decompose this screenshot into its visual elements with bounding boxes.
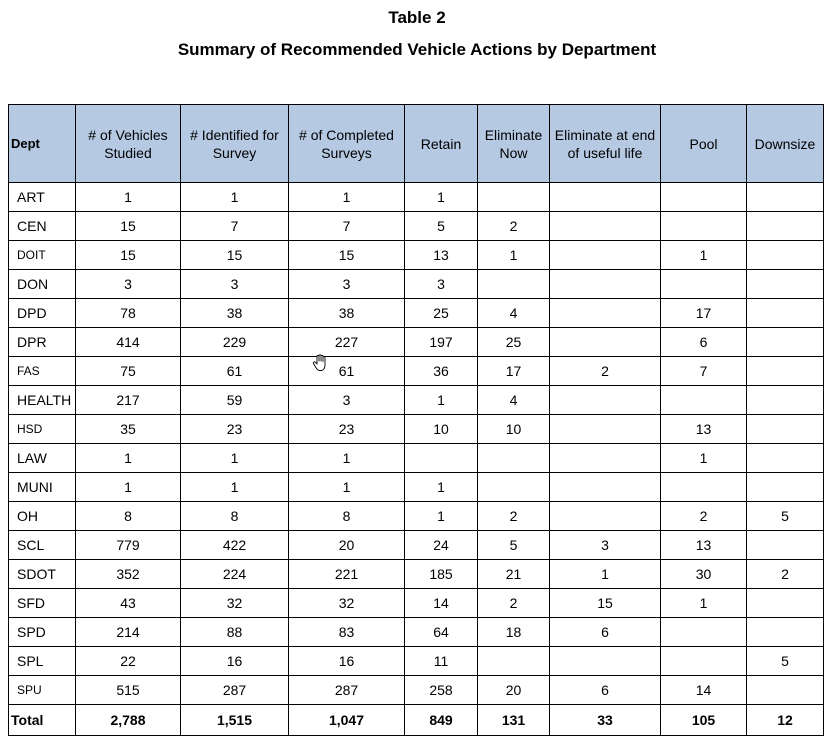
eliminate-now-cell: 20 [478,676,550,705]
completed-cell: 23 [289,415,405,444]
identified-cell: 1 [181,473,289,502]
column-header-pool: Pool [661,105,747,183]
dept-cell: FAS [9,357,76,386]
eliminate-end-cell [550,299,661,328]
completed-cell: 7 [289,212,405,241]
pool-cell: 1 [661,589,747,618]
total-studied: 2,788 [76,705,181,736]
eliminate-now-cell [478,444,550,473]
eliminate-end-cell [550,415,661,444]
eliminate-now-cell: 4 [478,299,550,328]
retain-cell: 13 [405,241,478,270]
completed-cell: 61 [289,357,405,386]
pool-cell: 30 [661,560,747,589]
dept-cell: SPU [9,676,76,705]
identified-cell: 15 [181,241,289,270]
table-row [9,357,824,386]
total-row [9,705,824,736]
eliminate-now-cell: 2 [478,212,550,241]
retain-cell: 25 [405,299,478,328]
eliminate-now-cell: 21 [478,560,550,589]
eliminate-now-cell: 17 [478,357,550,386]
eliminate-end-cell: 3 [550,531,661,560]
dept-cell: SPD [9,618,76,647]
vehicle-actions-table [8,104,824,736]
identified-cell: 88 [181,618,289,647]
studied-cell: 217 [76,386,181,415]
pool-cell: 2 [661,502,747,531]
dept-cell: DON [9,270,76,299]
downsize-cell [747,531,824,560]
completed-cell: 32 [289,589,405,618]
total-identified: 1,515 [181,705,289,736]
dept-cell: ART [9,183,76,212]
dept-cell: SPL [9,647,76,676]
table-row [9,676,824,705]
dept-cell: DPD [9,299,76,328]
retain-cell: 10 [405,415,478,444]
downsize-cell [747,270,824,299]
dept-cell: DOIT [9,241,76,270]
studied-cell: 15 [76,241,181,270]
pool-cell [661,473,747,502]
column-header-retain: Retain [405,105,478,183]
identified-cell: 1 [181,444,289,473]
identified-cell: 38 [181,299,289,328]
studied-cell: 414 [76,328,181,357]
identified-cell: 59 [181,386,289,415]
downsize-cell [747,589,824,618]
eliminate-now-cell: 2 [478,589,550,618]
column-header-eliminate-now: Eliminate Now [478,105,550,183]
retain-cell: 1 [405,386,478,415]
pool-cell: 1 [661,444,747,473]
studied-cell: 15 [76,212,181,241]
completed-cell: 221 [289,560,405,589]
eliminate-now-cell [478,270,550,299]
retain-cell: 36 [405,357,478,386]
table-row [9,386,824,415]
eliminate-end-cell: 15 [550,589,661,618]
studied-cell: 78 [76,299,181,328]
completed-cell: 287 [289,676,405,705]
table-row [9,241,824,270]
dept-cell: DPR [9,328,76,357]
retain-cell: 1 [405,502,478,531]
pool-cell: 13 [661,531,747,560]
downsize-cell [747,473,824,502]
table-row [9,212,824,241]
downsize-cell [747,386,824,415]
identified-cell: 1 [181,183,289,212]
downsize-cell [747,328,824,357]
total-eliminate-now: 131 [478,705,550,736]
eliminate-end-cell: 6 [550,676,661,705]
eliminate-now-cell: 18 [478,618,550,647]
dept-cell: LAW [9,444,76,473]
total-label: Total [9,705,76,736]
retain-cell: 185 [405,560,478,589]
column-header-dept: Dept [9,105,76,183]
eliminate-now-cell: 10 [478,415,550,444]
downsize-cell: 5 [747,502,824,531]
table-row [9,560,824,589]
table-row [9,502,824,531]
retain-cell: 14 [405,589,478,618]
column-header-identified-for-survey: # Identified for Survey [181,105,289,183]
completed-cell: 1 [289,444,405,473]
eliminate-now-cell: 4 [478,386,550,415]
dept-cell: SFD [9,589,76,618]
table-row [9,589,824,618]
eliminate-end-cell [550,270,661,299]
pool-cell [661,212,747,241]
table-body [9,183,824,705]
studied-cell: 515 [76,676,181,705]
table-row [9,328,824,357]
retain-cell [405,444,478,473]
pool-cell: 6 [661,328,747,357]
dept-cell: SDOT [9,560,76,589]
dept-cell: CEN [9,212,76,241]
studied-cell: 22 [76,647,181,676]
table-row [9,299,824,328]
pool-cell: 14 [661,676,747,705]
eliminate-end-cell [550,328,661,357]
retain-cell: 258 [405,676,478,705]
downsize-cell [747,183,824,212]
identified-cell: 61 [181,357,289,386]
completed-cell: 3 [289,270,405,299]
pool-cell: 7 [661,357,747,386]
table-row [9,270,824,299]
retain-cell: 24 [405,531,478,560]
column-header-vehicles-studied: # of Vehicles Studied [76,105,181,183]
pool-cell [661,618,747,647]
dept-cell: OH [9,502,76,531]
studied-cell: 1 [76,183,181,212]
pool-cell [661,183,747,212]
retain-cell: 64 [405,618,478,647]
retain-cell: 11 [405,647,478,676]
studied-cell: 352 [76,560,181,589]
retain-cell: 197 [405,328,478,357]
studied-cell: 35 [76,415,181,444]
retain-cell: 5 [405,212,478,241]
identified-cell: 229 [181,328,289,357]
identified-cell: 3 [181,270,289,299]
pool-cell [661,647,747,676]
retain-cell: 3 [405,270,478,299]
column-header-eliminate-end-of-life: Eliminate at end of useful life [550,105,661,183]
eliminate-end-cell: 1 [550,560,661,589]
studied-cell: 1 [76,473,181,502]
completed-cell: 8 [289,502,405,531]
completed-cell: 3 [289,386,405,415]
identified-cell: 7 [181,212,289,241]
eliminate-end-cell [550,183,661,212]
downsize-cell [747,415,824,444]
downsize-cell [747,444,824,473]
identified-cell: 23 [181,415,289,444]
downsize-cell [747,299,824,328]
table-row [9,444,824,473]
total-eliminate-end: 33 [550,705,661,736]
eliminate-end-cell [550,241,661,270]
downsize-cell [747,241,824,270]
dept-cell: HEALTH [9,386,76,415]
studied-cell: 214 [76,618,181,647]
column-header-downsize: Downsize [747,105,824,183]
header-row [9,105,824,183]
eliminate-now-cell [478,183,550,212]
downsize-cell [747,357,824,386]
dept-cell: MUNI [9,473,76,502]
pool-cell: 13 [661,415,747,444]
pool-cell: 1 [661,241,747,270]
pool-cell: 17 [661,299,747,328]
completed-cell: 227 [289,328,405,357]
hand-cursor-icon [312,354,328,372]
studied-cell: 43 [76,589,181,618]
table-row [9,183,824,212]
studied-cell: 75 [76,357,181,386]
eliminate-now-cell: 2 [478,502,550,531]
total-retain: 849 [405,705,478,736]
eliminate-end-cell [550,502,661,531]
eliminate-end-cell [550,444,661,473]
eliminate-end-cell: 6 [550,618,661,647]
eliminate-end-cell [550,212,661,241]
total-downsize: 12 [747,705,824,736]
completed-cell: 83 [289,618,405,647]
eliminate-end-cell [550,473,661,502]
eliminate-now-cell: 5 [478,531,550,560]
eliminate-end-cell [550,386,661,415]
completed-cell: 1 [289,183,405,212]
table-subtitle: Summary of Recommended Vehicle Actions by Department [177,40,657,59]
completed-cell: 20 [289,531,405,560]
pool-cell [661,386,747,415]
studied-cell: 1 [76,444,181,473]
table-row [9,415,824,444]
table-title: Table 2 [388,8,446,27]
completed-cell: 16 [289,647,405,676]
eliminate-end-cell: 2 [550,357,661,386]
table-row [9,473,824,502]
identified-cell: 422 [181,531,289,560]
retain-cell: 1 [405,473,478,502]
identified-cell: 16 [181,647,289,676]
pool-cell [661,270,747,299]
identified-cell: 224 [181,560,289,589]
total-completed: 1,047 [289,705,405,736]
completed-cell: 38 [289,299,405,328]
completed-cell: 1 [289,473,405,502]
dept-cell: SCL [9,531,76,560]
table-row [9,531,824,560]
eliminate-end-cell [550,647,661,676]
studied-cell: 8 [76,502,181,531]
eliminate-now-cell: 1 [478,241,550,270]
dept-cell: HSD [9,415,76,444]
column-header-completed-surveys: # of Completed Surveys [289,105,405,183]
retain-cell: 1 [405,183,478,212]
downsize-cell [747,676,824,705]
downsize-cell [747,618,824,647]
downsize-cell [747,212,824,241]
studied-cell: 779 [76,531,181,560]
identified-cell: 8 [181,502,289,531]
completed-cell: 15 [289,241,405,270]
downsize-cell: 2 [747,560,824,589]
eliminate-now-cell: 25 [478,328,550,357]
identified-cell: 287 [181,676,289,705]
identified-cell: 32 [181,589,289,618]
eliminate-now-cell [478,473,550,502]
eliminate-now-cell [478,647,550,676]
studied-cell: 3 [76,270,181,299]
table-row [9,618,824,647]
total-pool: 105 [661,705,747,736]
downsize-cell: 5 [747,647,824,676]
table-row [9,647,824,676]
